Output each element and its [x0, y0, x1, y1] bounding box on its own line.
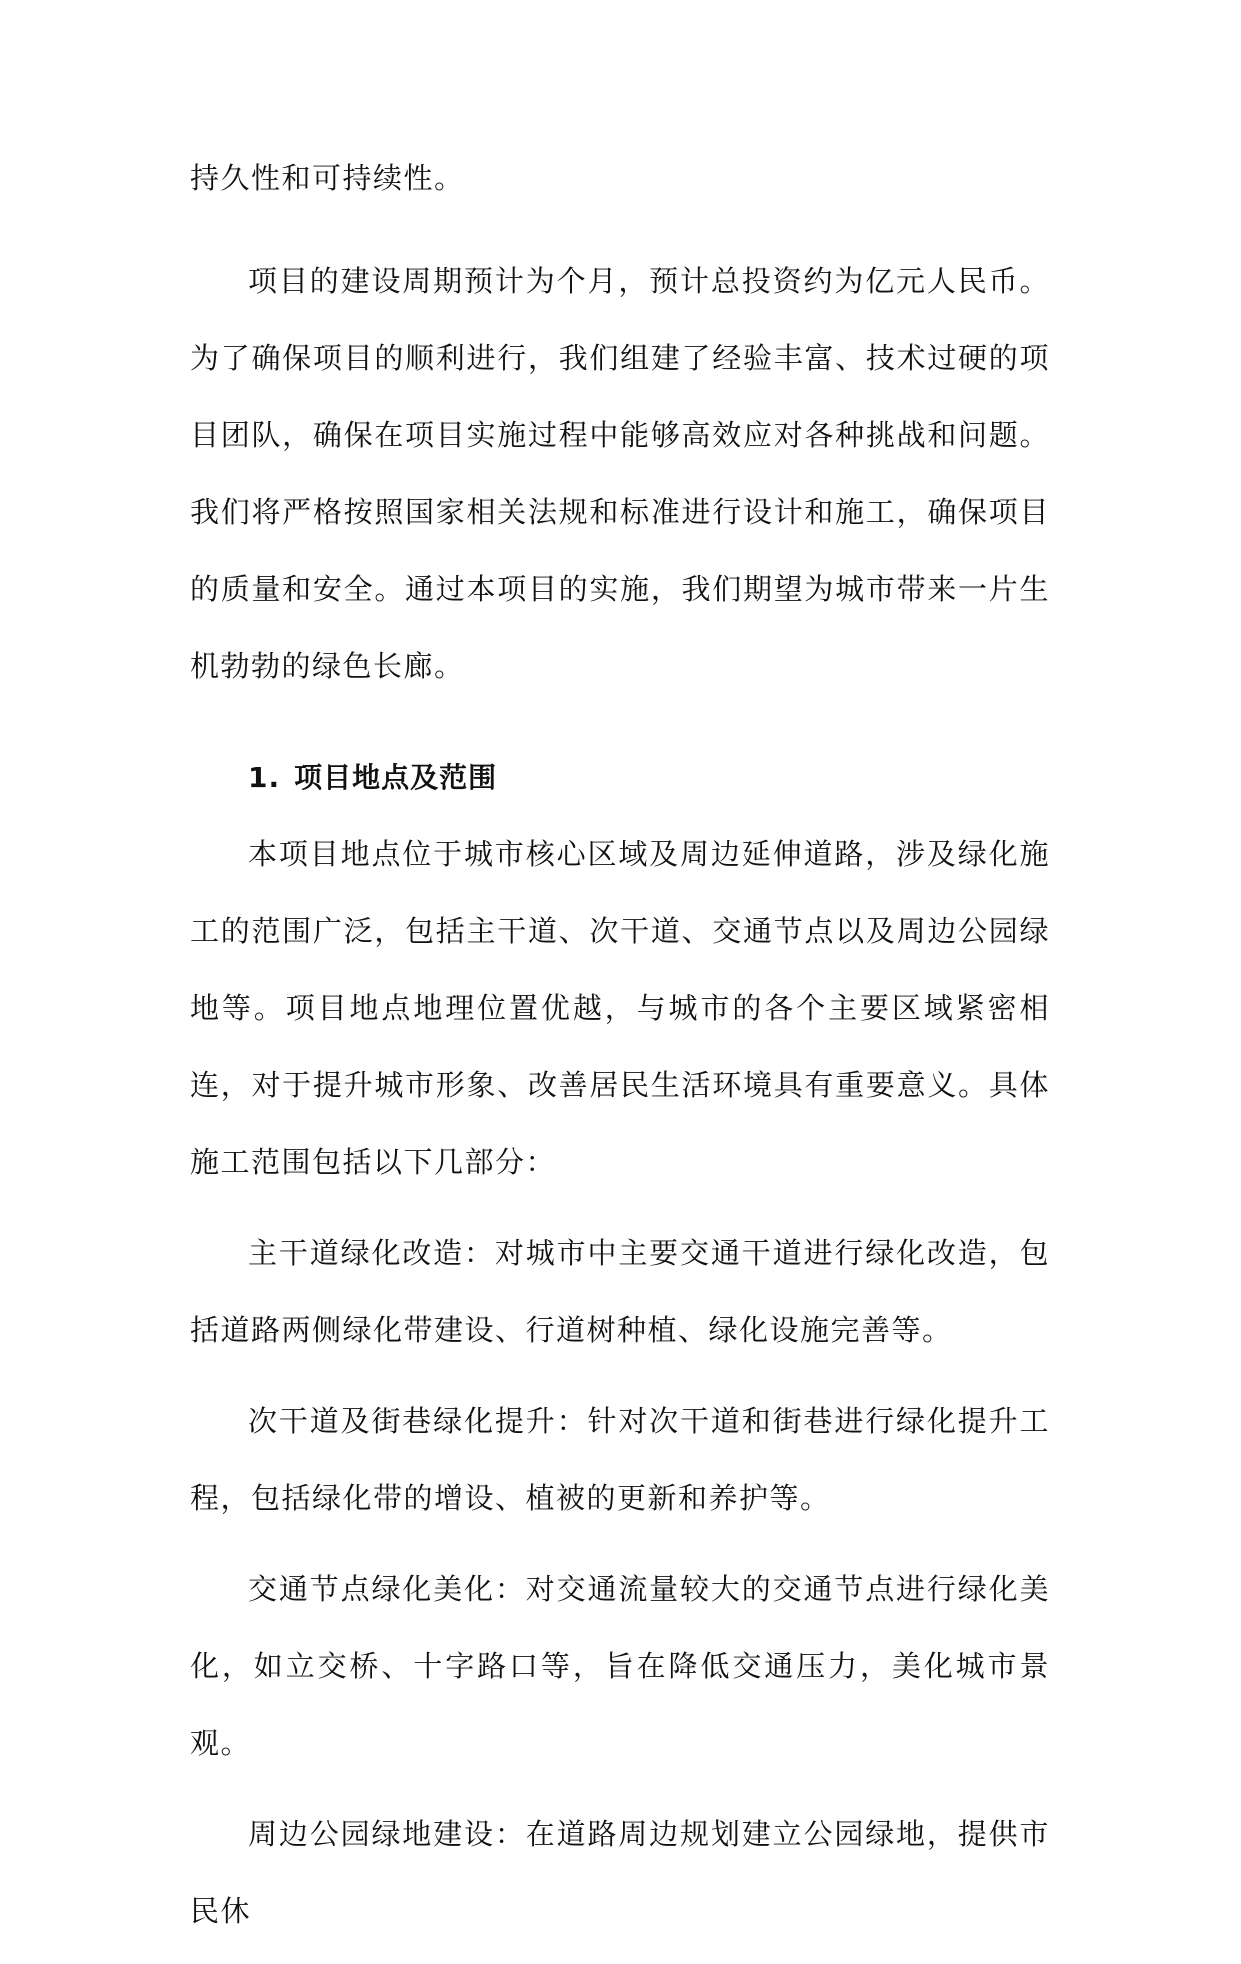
- document-page: [190, 140, 1050, 1964]
- section-number: 1.: [248, 761, 281, 794]
- paragraph-project-overview: 项目的建设周期预计为个月，预计总投资约为亿元人民币。为了确保项目的顺利进行，我们组建了经验丰富、技术过硬的项目团队，确保在项目实施过程中能够高效应对各种挑战和问题。我们将严格按照国家相关法规和标准进行设计和施工，确保项目的质量和安全。通过本项目的实施，我们期望为城市带来一片生机勃勃的绿色长廊。: [190, 264, 1050, 683]
- section-heading: [190, 739, 1050, 816]
- section-title: 项目地点及范围: [294, 761, 498, 794]
- paragraph-secondary-road: 次干道及街巷绿化提升：针对次干道和街巷进行绿化提升工程，包括绿化带的增设、植被的更新和养护等。: [190, 1404, 1050, 1515]
- paragraph-main-road: 主干道绿化改造：对城市中主要交通干道进行绿化改造，包括道路两侧绿化带建设、行道树种植、绿化设施完善等。: [190, 1236, 1050, 1347]
- paragraph-continuation: 持久性和可持续性。: [190, 161, 465, 195]
- paragraph-location: 本项目地点位于城市核心区域及周边延伸道路，涉及绿化施工的范围广泛，包括主干道、次干道、交通节点以及周边公园绿地等。项目地点地理位置优越，与城市的各个主要区域紧密相连，对于提升城市形象、改善居民生活环境具有重要意义。具体施工范围包括以下几部分：: [190, 837, 1050, 1179]
- paragraph-park-green: 周边公园绿地建设：在道路周边规划建立公园绿地，提供市民休: [190, 1817, 1050, 1928]
- paragraph-traffic-node: 交通节点绿化美化：对交通流量较大的交通节点进行绿化美化，如立交桥、十字路口等，旨在降低交通压力，美化城市景观。: [190, 1572, 1050, 1760]
